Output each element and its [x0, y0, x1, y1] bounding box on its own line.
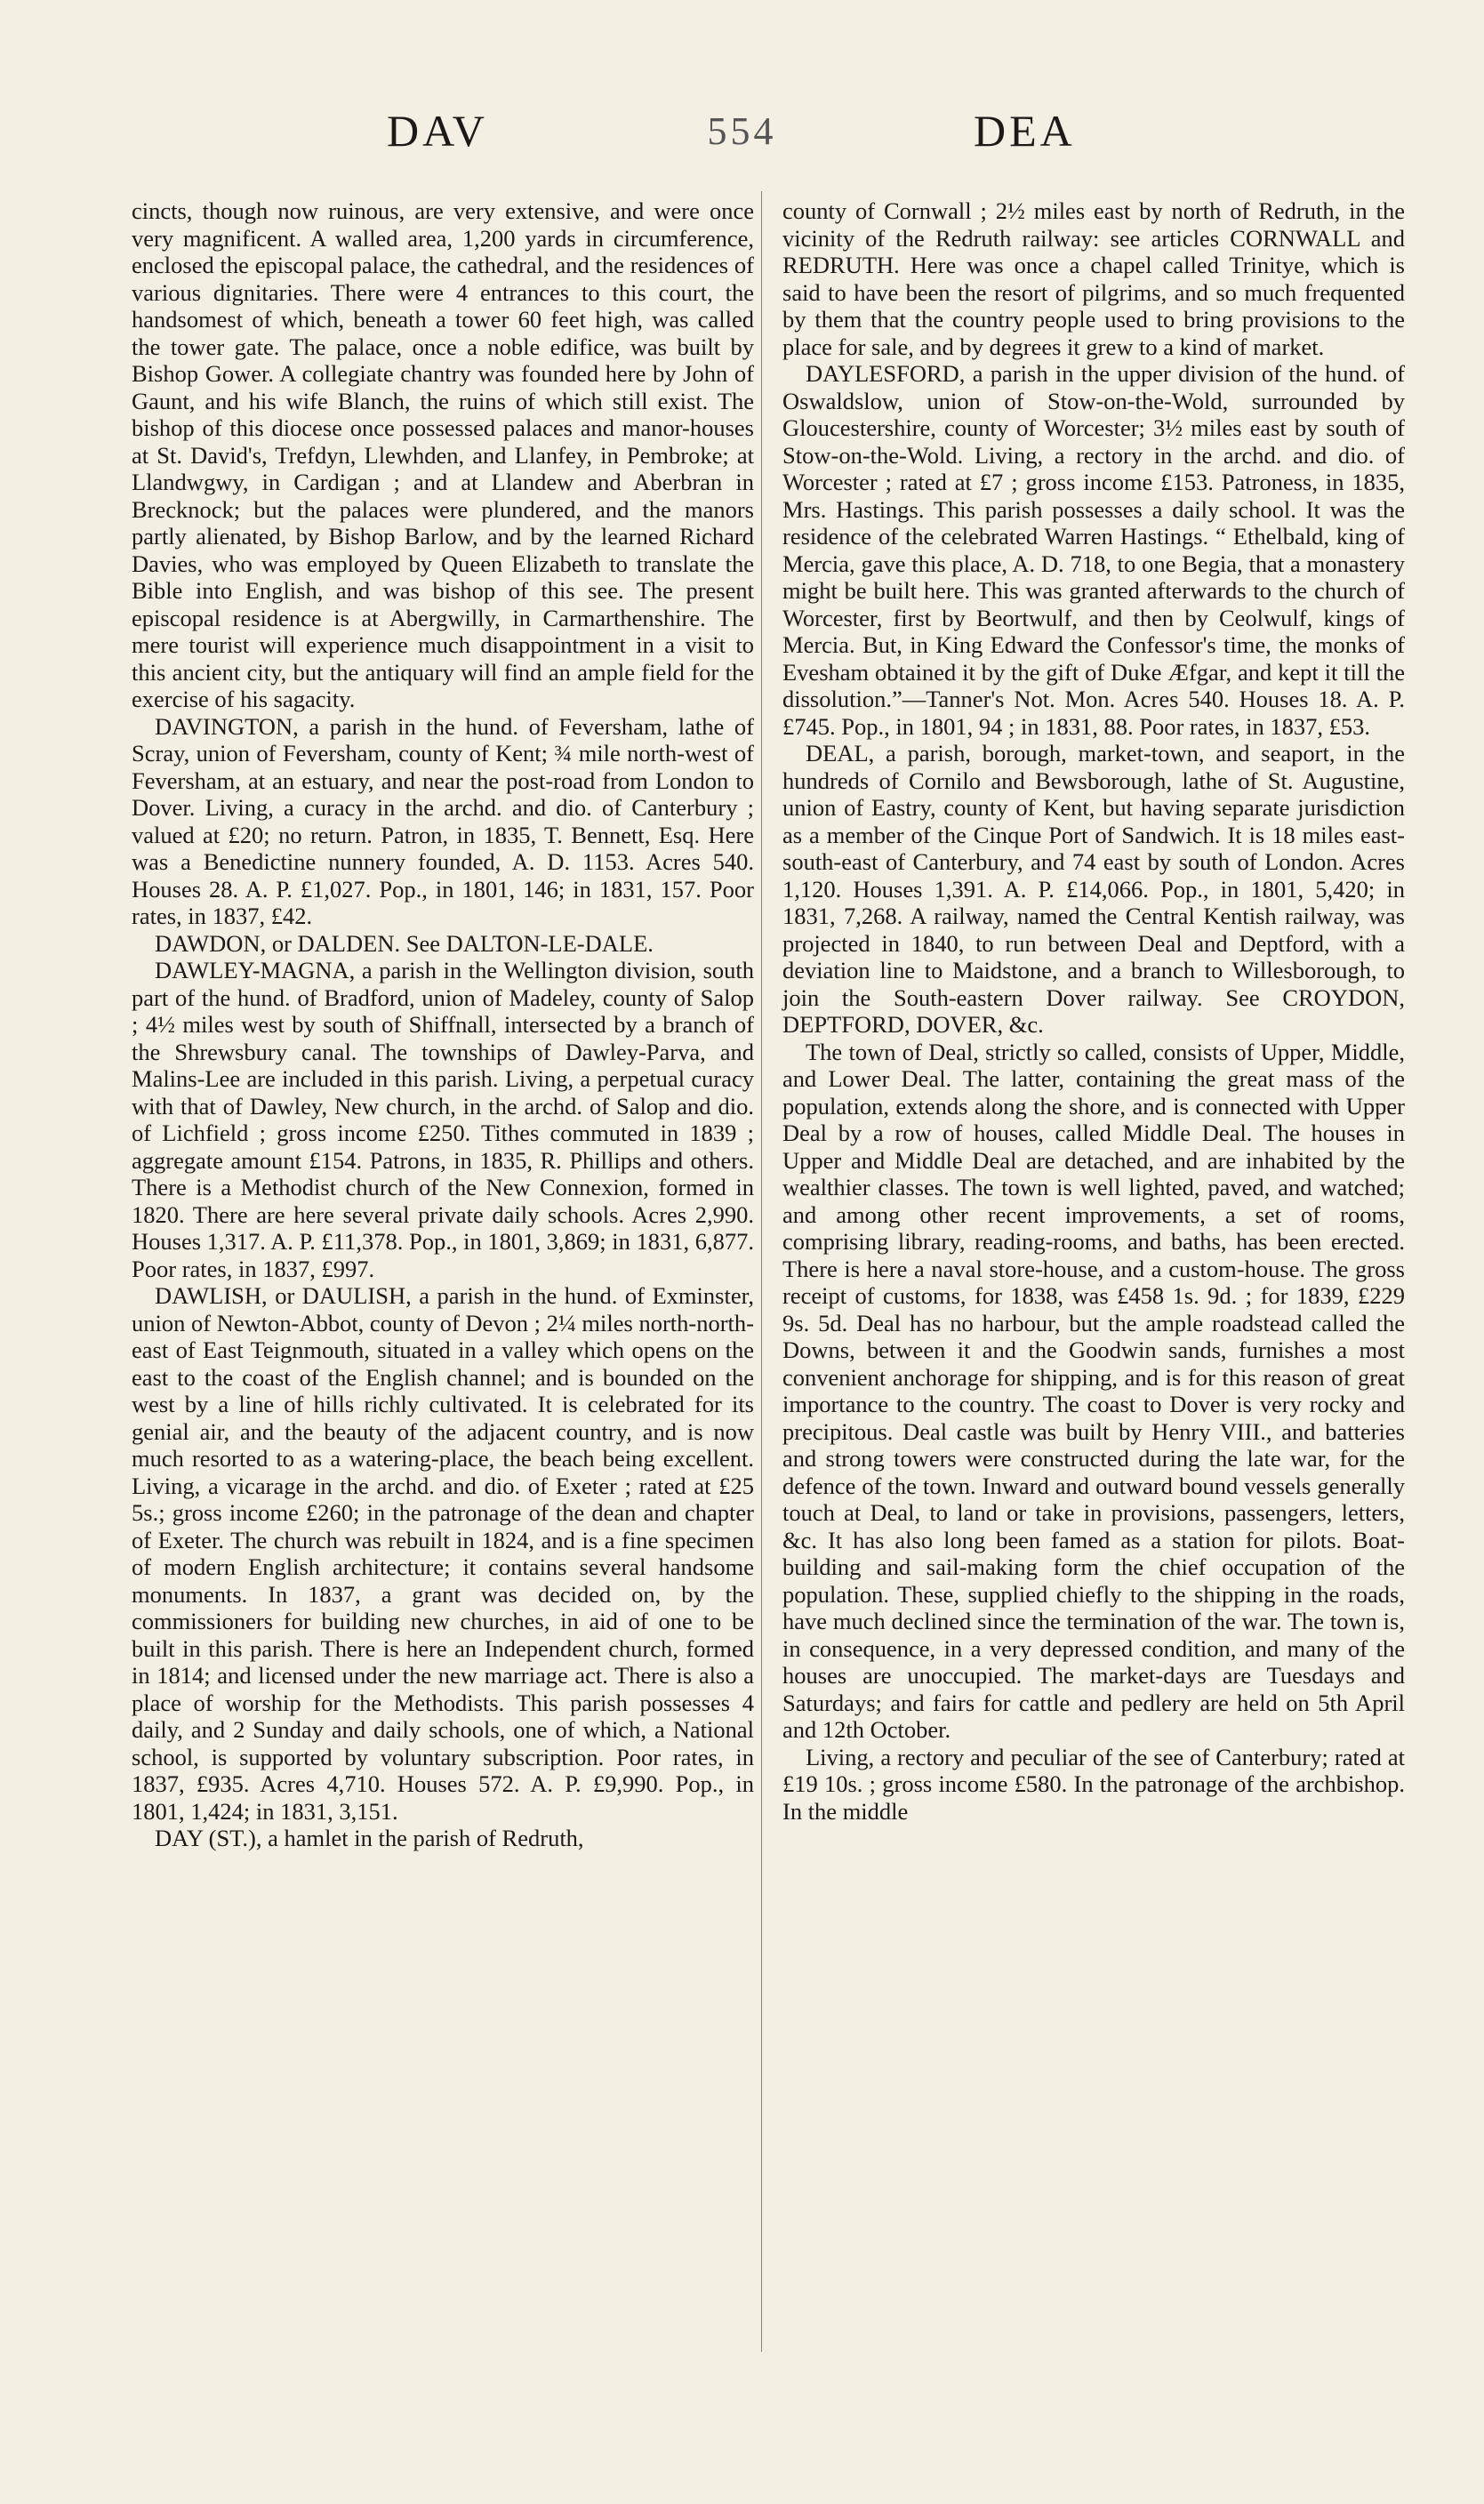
running-header [0, 105, 1484, 176]
entry-daylesford: DAYLESFORD, a parish in the upper division of the hund. of Oswaldslow, union of Stow-on-the-Wold, surrounded by Gloucestershire, county of Worcester; 3½ miles east by south of Stow-on-the-Wold. Living, a rectory in the archd. and dio. of Worcester ; rated at £7 ; gross income £153. Patroness, in 1835, Mrs. Hastings. This parish possesses a daily school. It was the residence of the celebrated Warren Hastings. “ Ethelbald, king of Mercia, gave this place, A. D. 718, to one Begia, that a monastery might be built here. This was granted afterwards to the church of Worcester, first by Beortwulf, and then by Ceolwulf, kings of Mercia. But, in King Edward the Confessor's time, the monks of Evesham obtained it by the gift of Duke Æfgar, and kept it till the dissolution.”—Tanner's Not. Mon. Acres 540. Houses 18. A. P. £745. Pop., in 1801, 94 ; in 1831, 88. Poor rates, in 1837, £53. [782, 360, 1405, 740]
paragraph-day-st-continued: county of Cornwall ; 2½ miles east by north of Redruth, in the vicinity of the Redruth railway: see articles CORNWALL and REDRUTH. Here was once a chapel called Trinitye, which is said to have been the resort of pilgrims, and so much frequented by them that the country people used to bring provisions to the place for sale, and by degrees it grew to a kind of market. [782, 197, 1405, 360]
right-column [782, 197, 1405, 1825]
paragraph-deal-town: The town of Deal, strictly so called, consists of Upper, Middle, and Lower Deal. The latter, containing the great mass of the population, extends along the shore, and is connected with Upper Deal by a row of houses, called Middle Deal. The houses in Upper and Middle Deal are detached, and are inhabited by the wealthier classes. The town is well lighted, paved, and watched; and among other recent improvements, a set of rooms, comprising library, reading-rooms, and baths, has been erected. There is here a naval store-house, and a custom-house. The gross receipt of customs, for 1838, was £458 1s. 9d. ; for 1839, £229 9s. 5d. Deal has no harbour, but the ample roadstead called the Downs, between it and the Goodwin sands, furnishes a most convenient anchorage for shipping, and is for this reason of great importance to the country. The coast to Dover is very rocky and precipitous. Deal castle was built by Henry VIII., and batteries and strong towers were constructed during the late war, for the defence of the town. Inward and outward bound vessels generally touch at Deal, to land or take in provisions, passengers, letters, &c. It has also long been famed as a station for pilots. Boat-building and sail-making form the chief occupation of the population. These, supplied chiefly to the shipping in the roads, have much declined since the termination of the war. The town is, in consequence, in a very depressed condition, and many of the houses are unoccupied. The market-days are Tuesdays and Saturdays; and fairs for cattle and pedlery are held on 5th April and 12th October. [782, 1038, 1405, 1743]
column-divider [761, 191, 762, 2352]
left-column [132, 197, 754, 1852]
entry-deal: DEAL, a parish, borough, market-town, and seaport, in the hundreds of Cornilo and Bewsborough, lathe of St. Augustine, union of Eastry, county of Kent, but having separate jurisdiction as a member of the Cinque Port of Sandwich. It is 18 miles east-south-east of Canterbury, and 74 east by south of London. Acres 1,120. Houses 1,391. A. P. £14,066. Pop., in 1801, 5,420; in 1831, 7,268. A railway, named the Central Kentish railway, was projected in 1840, to run between Deal and Deptford, with a deviation line to Maidstone, and a branch to Willesborough, to join the South-eastern Dover railway. See CROYDON, DEPTFORD, DOVER, &c. [782, 740, 1405, 1038]
entry-dawley-magna: DAWLEY-MAGNA, a parish in the Wellington division, south part of the hund. of Bradford, union of Madeley, county of Salop ; 4½ miles west by south of Shiffnall, intersected by a branch of the Shrewsbury canal. The townships of Dawley-Parva, and Malins-Lee are included in this parish. Living, a perpetual curacy with that of Dawley, New church, in the archd. of Salop and dio. of Lichfield ; gross income £250. Tithes commuted in 1839 ; aggregate amount £154. Patrons, in 1835, R. Phillips and others. There is a Methodist church of the New Connexion, formed in 1820. There are here several private daily schools. Acres 2,990. Houses 1,317. A. P. £11,378. Pop., in 1801, 3,869; in 1831, 6,877. Poor rates, in 1837, £997. [132, 957, 754, 1282]
header-left-catchword: DAV [387, 106, 488, 156]
header-right-catchword: DEA [974, 106, 1076, 156]
entry-dawlish: DAWLISH, or DAULISH, a parish in the hund. of Exminster, union of Newton-Abbot, county of Devon ; 2¼ miles north-north-east of East Teignmouth, situated in a valley which opens on the east to the coast of the English channel; and is bounded on the west by a line of hills richly cultivated. It is celebrated for its genial air, and the beauty of the adjacent country, and is now much resorted to as a watering-place, the beach being excellent. Living, a vicarage in the archd. and dio. of Exeter ; rated at £25 5s.; gross income £260; in the patronage of the dean and chapter of Exeter. The church was rebuilt in 1824, and is a fine specimen of modern English architecture; it contains several handsome monuments. In 1837, a grant was decided on, by the commissioners for building new churches, in aid of one to be built in this parish. There is here an Independent church, formed in 1814; and licensed under the new marriage act. There is also a place of worship for the Methodists. This parish possesses 4 daily, and 2 Sunday and daily schools, one of which, a National school, is supported by voluntary subscription. Poor rates, in 1837, £935. Acres 4,710. Houses 572. A. P. £9,990. Pop., in 1801, 1,424; in 1831, 3,151. [132, 1282, 754, 1825]
entry-davington: DAVINGTON, a parish in the hund. of Feversham, lathe of Scray, union of Feversham, county of Kent; ¾ mile north-west of Feversham, at an estuary, and near the post-road from London to Dover. Living, a curacy in the archd. and dio. of Canterbury ; valued at £20; no return. Patron, in 1835, T. Bennett, Esq. Here was a Benedictine nunnery founded, A. D. 1153. Acres 540. Houses 28. A. P. £1,027. Pop., in 1801, 146; in 1831, 157. Poor rates, in 1837, £42. [132, 712, 754, 929]
paragraph-st-davids-continued: cincts, though now ruinous, are very extensive, and were once very magnificent. A walled area, 1,200 yards in circumference, enclosed the episcopal palace, the cathedral, and the residences of various dignitaries. There were 4 entrances to this court, the handsomest of which, beneath a tower 60 feet high, was called the tower gate. The palace, once a noble edifice, was built by Bishop Gower. A collegiate chantry was founded here by John of Gaunt, and his wife Blanch, the ruins of which still exist. The bishop of this diocese once possessed palaces and manor-houses at St. David's, Trefdyn, Llewhden, and Llanfey, in Pembroke; at Llandwgwy, in Cardigan ; and at Llandew and Aberbran in Brecknock; but the palaces were plundered, and the manors partly alienated, by Bishop Barlow, and by the learned Richard Davies, who was employed by Queen Elizabeth to translate the Bible into English, and was bishop of this see. The present episcopal residence is at Abergwilly, in Carmarthenshire. The mere tourist will experience much disappointment in a visit to this ancient city, but the antiquary will find an ample field for the exercise of his sagacity. [132, 197, 754, 712]
entry-day-st: DAY (ST.), a hamlet in the parish of Redruth, [155, 1825, 584, 1851]
entry-dawdon: DAWDON, or DALDEN. See DALTON-LE-DALE. [155, 929, 654, 957]
paragraph-deal-living: Living, a rectory and peculiar of the see of Canterbury; rated at £19 10s. ; gross income £580. In the patronage of the archbishop. In the middle [782, 1743, 1405, 1825]
page-number: 554 [707, 109, 777, 153]
